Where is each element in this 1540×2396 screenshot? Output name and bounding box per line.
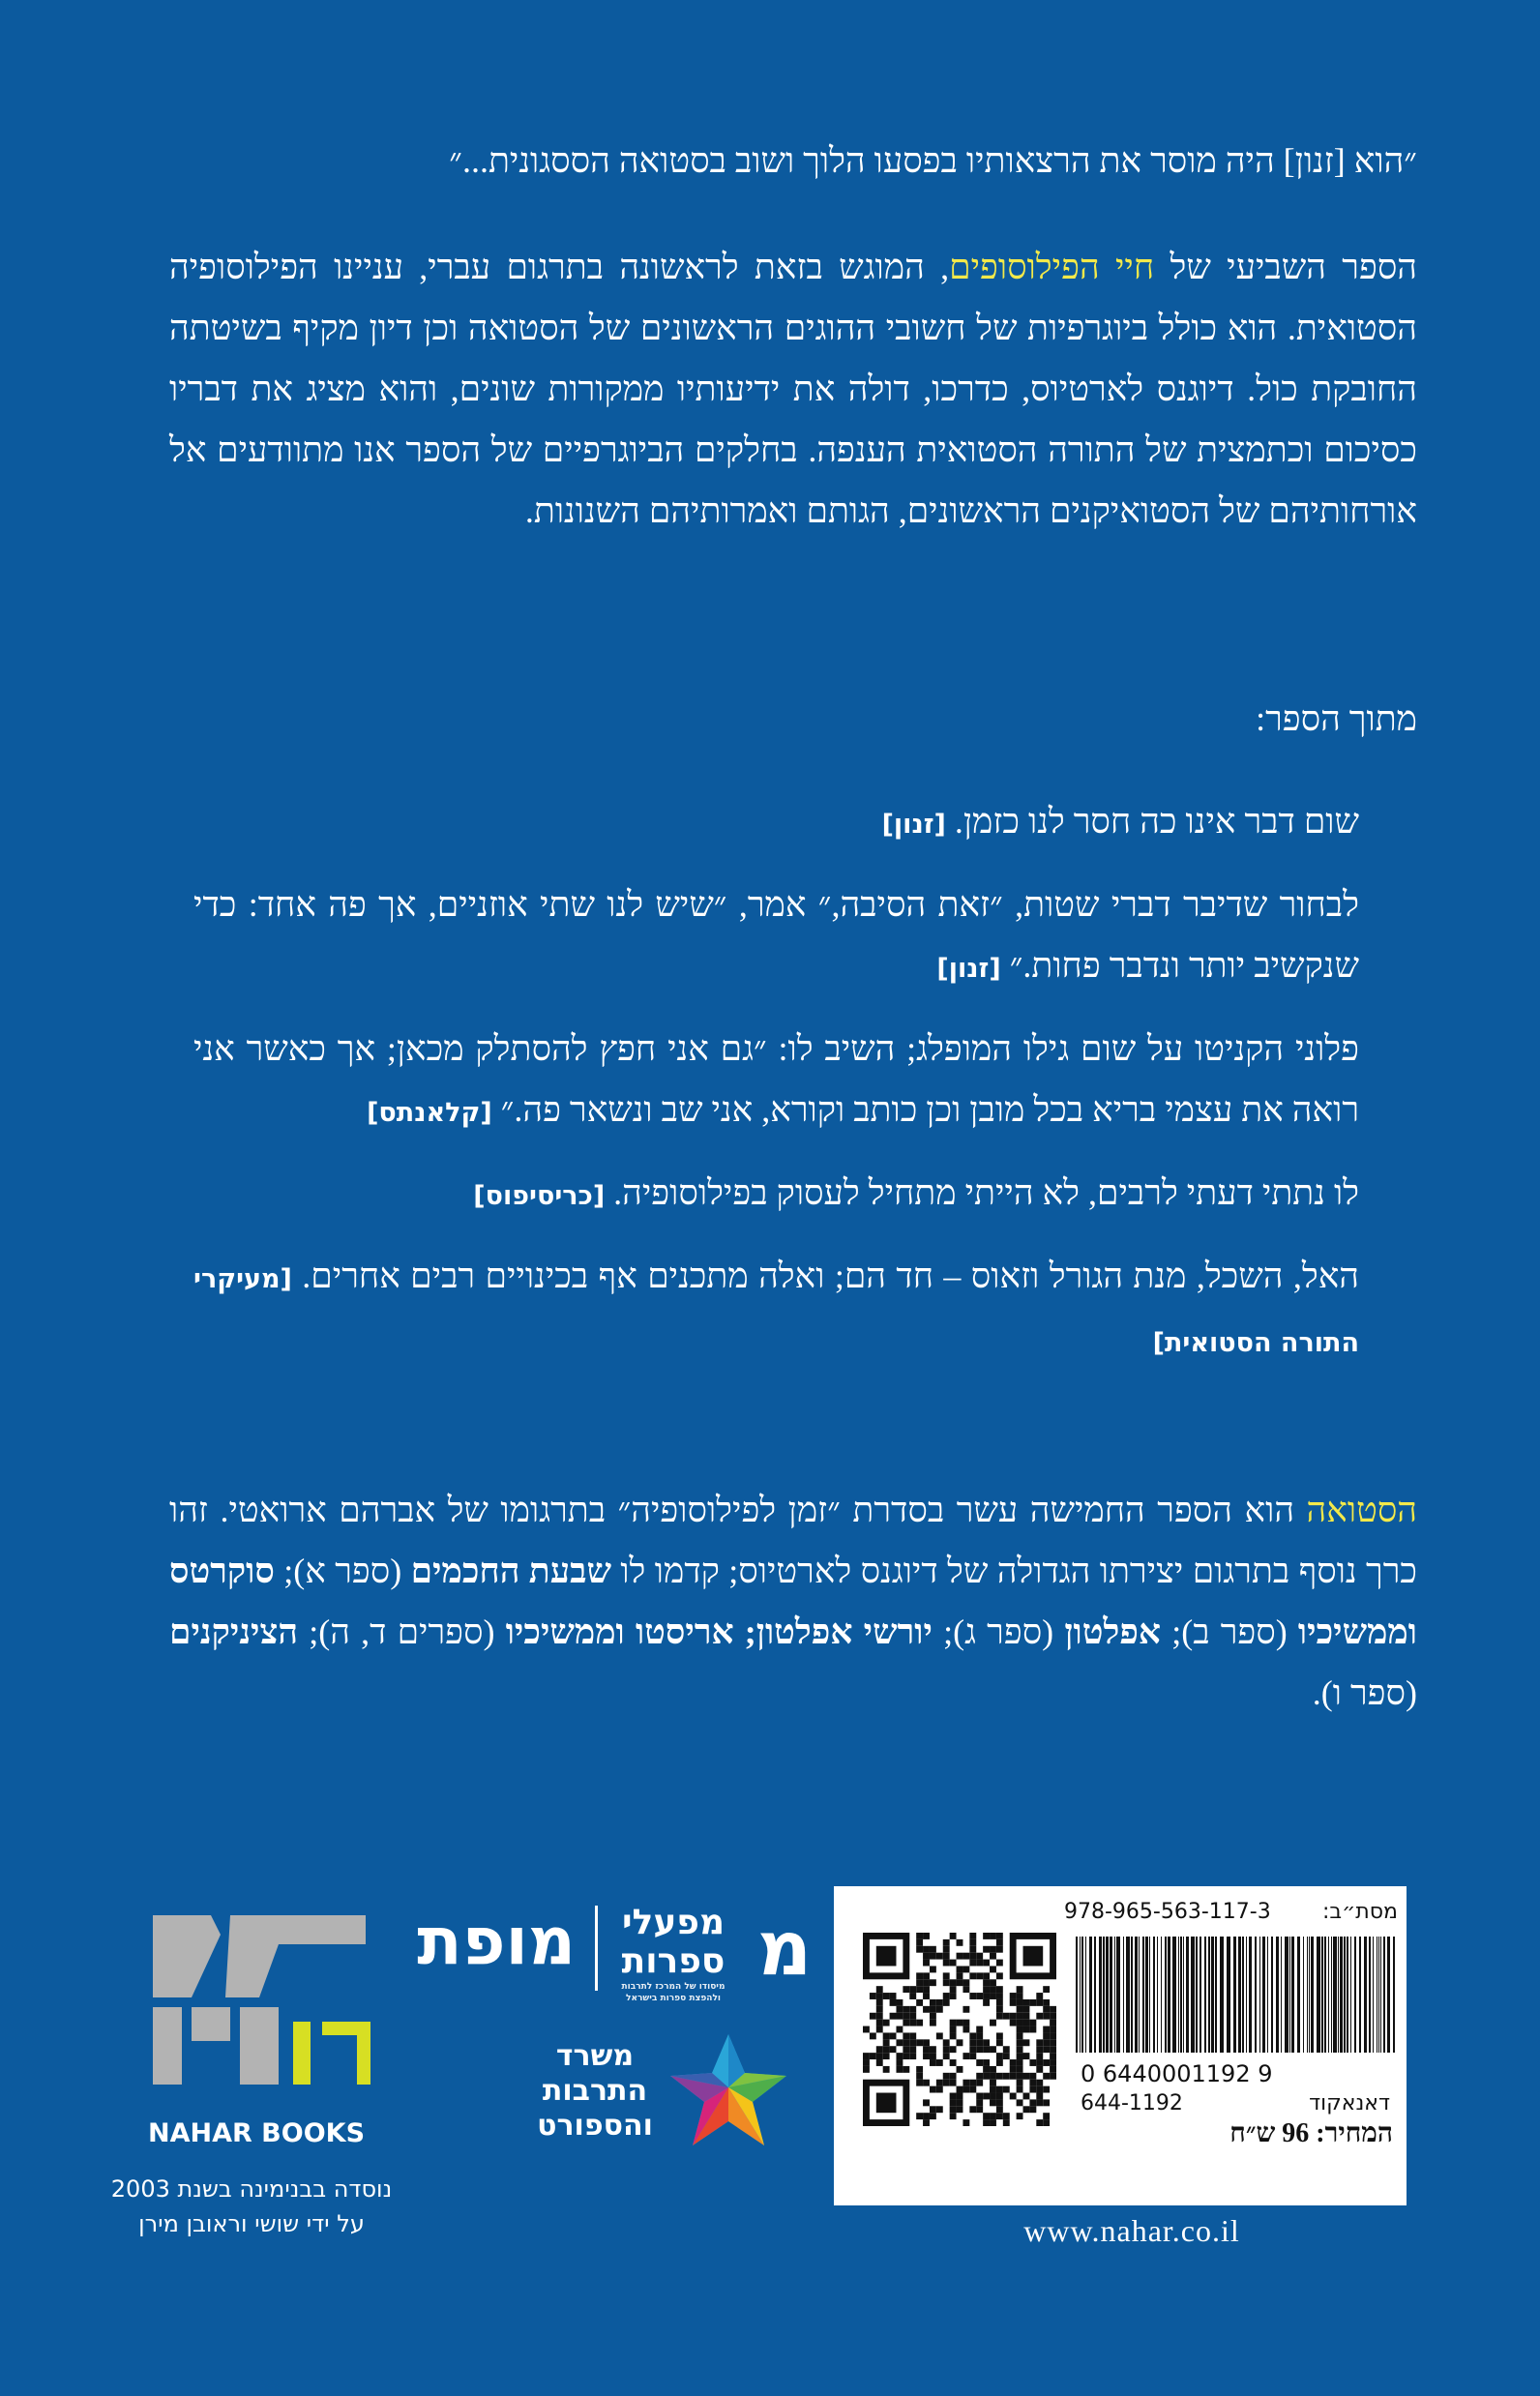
excerpt-heading: מתוך הספר: xyxy=(1256,699,1417,738)
quote-source: [זנון] xyxy=(881,810,946,840)
quote-source: [מעיקרי התורה הסטואית] xyxy=(193,1264,1359,1358)
mofet-logo: מופת xyxy=(417,1904,576,1980)
series-note: הסטואה הוא הספר החמישה עשר בסדרת ״זמן לפילוסופיה״ בתרגומו של אברהם ארואטי. זהו כרך נוסף בתרגום יצירתו הגדולה של דיוגנס לארטיוס; קדמו לו שבעת החכמים (ספר א); סוקרטס וממשיכיו (ספר ב); אפלטון (ספר ג); יורשי אפלטון; אריסטו וממשיכיו (ספרים ד, ה); הציניקנים (ספר ו). xyxy=(169,1491,1417,1712)
isbn-number: 978-965-563-117-3 xyxy=(1064,1900,1271,1924)
danakod-label: דאנאקוד xyxy=(1309,2091,1390,2115)
quotes-list xyxy=(193,791,1359,1393)
quote-source: [כריסיפוס] xyxy=(473,1181,606,1211)
barcode-box xyxy=(834,1886,1407,2205)
quote-item: פלוני הקניטו על שום גילו המופלג; השיב לו: ״גם אני חפץ להסתלק מכאן; אך כאשר אני רואה את עצמי בריא בכל מובן וכן כותב וקורא, אני שב ונשאר פה.״ [קלאנתס] xyxy=(193,1029,1359,1129)
danakod-line xyxy=(1081,2091,1390,2115)
quote-item: שום דבר אינו כה חסר לנו כזמן. [זנון] xyxy=(881,802,1359,841)
quote-source: [זנון] xyxy=(936,954,1001,984)
qr-code-icon xyxy=(863,1933,1056,2126)
price-label: המחיר: 96 ש״ח xyxy=(1229,2118,1393,2148)
barcode-number: 0 6440001192 9 xyxy=(1081,2060,1273,2087)
nahar-books-logo xyxy=(133,1906,385,2099)
nahar-books-label: NAHAR BOOKS xyxy=(147,2118,366,2148)
mem-icon: מ xyxy=(756,1906,813,1993)
publisher-founded-note: נוסדה בבנימינה בשנת 2003 על ידי שושי וראובן מירן xyxy=(110,2175,393,2237)
quote-item: האל, השכל, מנת הגורל וזאוס – חד הם; ואלה מתכנים אף בכינויים רבים אחרים. [מעיקרי התורה הסטואית] xyxy=(193,1257,1359,1358)
danakod-value: 644-1192 xyxy=(1081,2091,1183,2115)
quote-item: לבחור שדיבר דברי שטות, ״זאת הסיבה,״ אמר, ״שיש לנו שתי אוזניים, אך פה אחד: כדי שנקשיב יותר ונדבר פחות.״ [זנון] xyxy=(193,885,1359,985)
book-title-highlight: חיי הפילוסופים xyxy=(949,248,1155,286)
logo-divider xyxy=(595,1906,598,1991)
ministry-star-icon xyxy=(666,2029,791,2155)
barcode-icon xyxy=(1076,1937,1395,2053)
description-paragraph: הספר השביעי של חיי הפילוסופים, המוגש בזאת לראשונה בתרגום עברי, עניינו הפילוסופיה הסטואית. הוא כולל ביוגרפיות של חשובי ההוגים הראשונים של הסטואה וכן דיון מקיף בשיטתה החובקת כול. דיוגנס לארטיוס, כדרכו, דולה את ידיעותיו ממקורות שונים, והוא מציג את דבריו כסיכום וכתמצית של התורה הסטואית הענפה. בחלקים הביוגרפיים של הספר אנו מתוודעים אל אורחותיהם של הסטואיקנים הראשונים, הגותם ואמרותיהם השנונות. xyxy=(169,248,1418,530)
quote-source: [קלאנתס] xyxy=(367,1098,492,1128)
isbn-line xyxy=(1064,1900,1398,1924)
quote-item: לו נתתי דעתי לרבים, לא הייתי מתחיל לעסוק בפילוסופיה. [כריסיפוס] xyxy=(473,1173,1359,1212)
website-url: www.nahar.co.il xyxy=(1023,2213,1240,2248)
isbn-label: מסת״ב: xyxy=(1322,1900,1398,1924)
intro-quote: ״הוא [זנון] היה מוסר את הרצאותיו בפסעו הלוך ושוב בסטואה הססגונית...״ xyxy=(449,141,1417,180)
ministry-logo-text: משרד התרבות והספורט xyxy=(537,2039,653,2143)
mifalei-sifrut-logo: מפעלי ספרות מיסודו של המרכז לתרבות ולהפצת ספרות בישראל xyxy=(621,1903,726,2003)
series-title-highlight: הסטואה xyxy=(1306,1491,1417,1529)
